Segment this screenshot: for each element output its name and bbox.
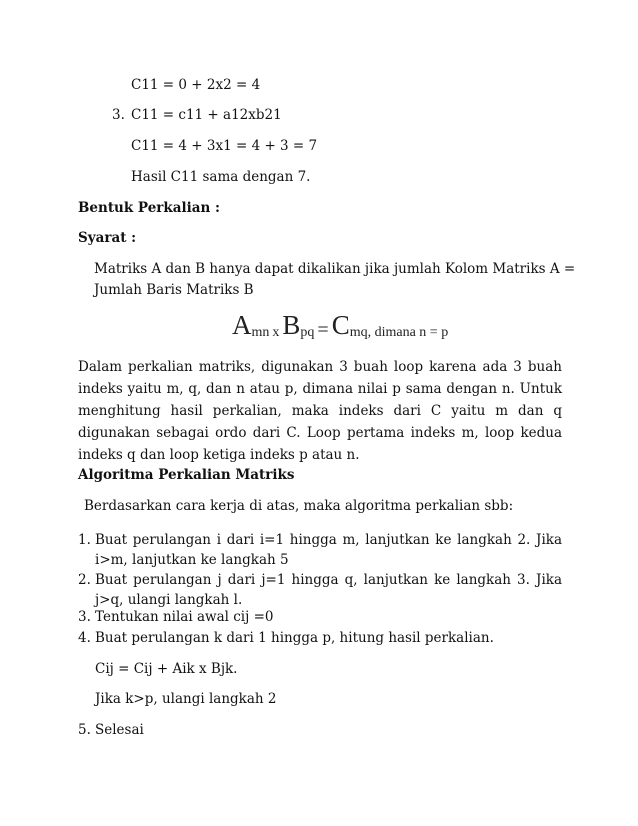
step-2-text: Buat perulangan j dari j=1 hingga q, lanjutkan ke langkah 3. Jika j>q, ulangi langkah l. xyxy=(95,572,562,608)
formula-c-sub: mq, dimana n = p xyxy=(349,325,449,340)
matrix-formula xyxy=(232,310,448,342)
formula-x: x xyxy=(272,325,280,340)
step-4-text: Buat perulangan k dari 1 hingga p, hitung hasil perkalian. xyxy=(95,630,494,646)
syarat-line-2: Jumlah Baris Matriks B xyxy=(94,282,254,298)
heading-syarat: Syarat : xyxy=(78,230,137,246)
step-1 xyxy=(95,530,562,570)
paragraph-text: Dalam perkalian matriks, digunakan 3 buah loop karena ada 3 buah indeks yaitu m, q, dan n atau p, dimana nilai p sama dengan n. Untuk menghitung hasil perkalian, maka indeks dari C yaitu m dan q digunakan sebagai ordo dari C. Loop pertama indeks m, loop kedua indeks q dan loop ketiga indeks p atau n. xyxy=(78,359,562,463)
formula-b: B xyxy=(282,310,301,340)
list-number-3: 3. xyxy=(112,107,125,123)
step-4-formula: Cij = Cij + Aik x Bjk. xyxy=(95,661,238,677)
formula-a: A xyxy=(232,310,252,340)
formula-a-sub: mn xyxy=(251,325,270,340)
calc-line-c11-step2: C11 = 0 + 2x2 = 4 xyxy=(131,77,261,93)
step-3-text: Tentukan nilai awal cij =0 xyxy=(95,609,274,625)
formula-c: C xyxy=(331,310,350,340)
formula-b-sub: pq xyxy=(300,325,315,340)
step-3-number: 3. xyxy=(78,609,91,625)
step-2 xyxy=(95,570,562,610)
syarat-line-1: Matriks A dan B hanya dapat dikalikan jika jumlah Kolom Matriks A = xyxy=(94,261,576,277)
explanation-paragraph xyxy=(78,356,562,466)
step-5-number: 5. xyxy=(78,722,91,738)
step-4-note: Jika k>p, ulangi langkah 2 xyxy=(95,691,277,707)
heading-bentuk-perkalian: Bentuk Perkalian : xyxy=(78,200,221,216)
step-2-number: 2. xyxy=(78,572,91,588)
result-line: Hasil C11 sama dengan 7. xyxy=(131,169,311,185)
step-5-text: Selesai xyxy=(95,722,144,738)
formula-eq: = xyxy=(317,319,329,341)
step-1-number: 1. xyxy=(78,532,91,548)
heading-algoritma: Algoritma Perkalian Matriks xyxy=(78,467,295,483)
calc-line-step3: C11 = c11 + a12xb21 xyxy=(131,107,282,123)
step-4-number: 4. xyxy=(78,630,91,646)
algorithm-intro: Berdasarkan cara kerja di atas, maka algoritma perkalian sbb: xyxy=(84,498,514,514)
calc-line-c11-step3: C11 = 4 + 3x1 = 4 + 3 = 7 xyxy=(131,138,318,154)
step-1-text: Buat perulangan i dari i=1 hingga m, lanjutkan ke langkah 2. Jika i>m, lanjutkan ke langkah 5 xyxy=(95,532,562,568)
